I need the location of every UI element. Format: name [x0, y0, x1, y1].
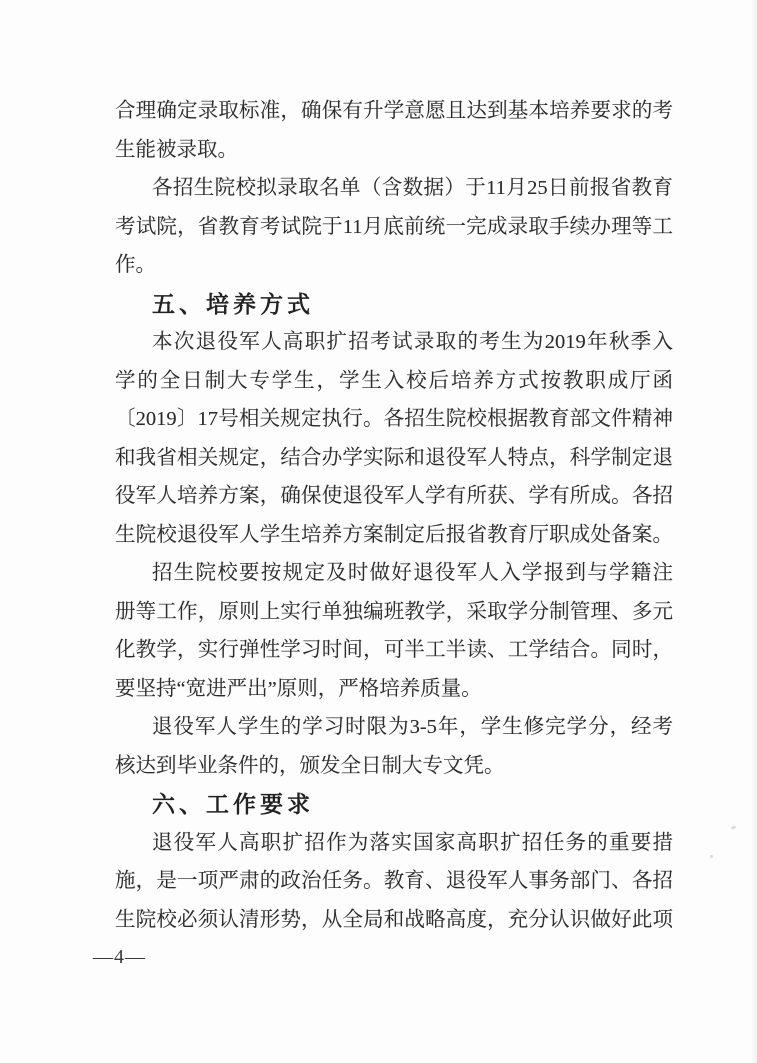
document-body: [115, 92, 673, 939]
text-line: 〔2019〕17号相关规定执行。各招生院校根据教育部文件精神: [115, 408, 673, 430]
text-line: 生院校必须认清形势，从全局和战略高度，充分认识做好此项: [115, 908, 673, 931]
text-line: 作。: [115, 254, 156, 276]
text-line: 化教学，实行弹性学习时间，可半工半读、工学结合。同时，: [115, 639, 673, 661]
page-number: —4—: [93, 946, 146, 968]
text-line: 各招生院校拟录取名单（含数据）于11月25日前报省教育: [152, 177, 673, 199]
text-line: 招生院校要按规定及时做好退役军人入学报到与学籍注: [152, 562, 673, 584]
text-line: 合理确定录取标准，确保有升学意愿且达到基本培养要求的考: [115, 100, 673, 122]
text-line: 退役军人高职扩招作为落实国家高职扩招任务的重要措: [152, 831, 673, 854]
text-line: 学的全日制大专学生，学生入校后培养方式按教职成厅函: [115, 369, 673, 392]
text-line: 生院校退役军人学生培养方案制定后报省教育厅职成处备案。: [115, 523, 673, 546]
text-line: 要坚持“宽进严出”原则，严格培养质量。: [115, 677, 482, 700]
scan-artifact: [731, 825, 737, 830]
text-line: 施，是一项严肃的政治任务。教育、退役军人事务部门、各招: [115, 870, 673, 892]
scan-artifact: [710, 855, 713, 858]
text-line: 退役军人学生的学习时限为3-5年，学生修完学分，经考: [152, 716, 673, 738]
text-line: 册等工作，原则上实行单独编班教学，采取学分制管理、多元: [115, 600, 673, 623]
section-heading: 六、工作要求: [152, 791, 314, 817]
section-heading: 五、培养方式: [152, 290, 314, 317]
text-line: 役军人培养方案，确保使退役军人学有所获、学有所成。各招: [115, 485, 673, 507]
text-line: 生能被录取。: [115, 138, 238, 161]
text-line: 核达到毕业条件的，颁发全日制大专文凭。: [115, 754, 505, 777]
text-line: 本次退役军人高职扩招考试录取的考生为2019年秋季入: [152, 331, 673, 353]
scan-edge-shadow: [751, 0, 757, 1063]
text-line: 和我省相关规定，结合办学实际和退役军人特点，科学制定退: [115, 446, 673, 469]
text-line: 考试院，省教育考试院于11月底前统一完成录取手续办理等工: [115, 215, 673, 238]
